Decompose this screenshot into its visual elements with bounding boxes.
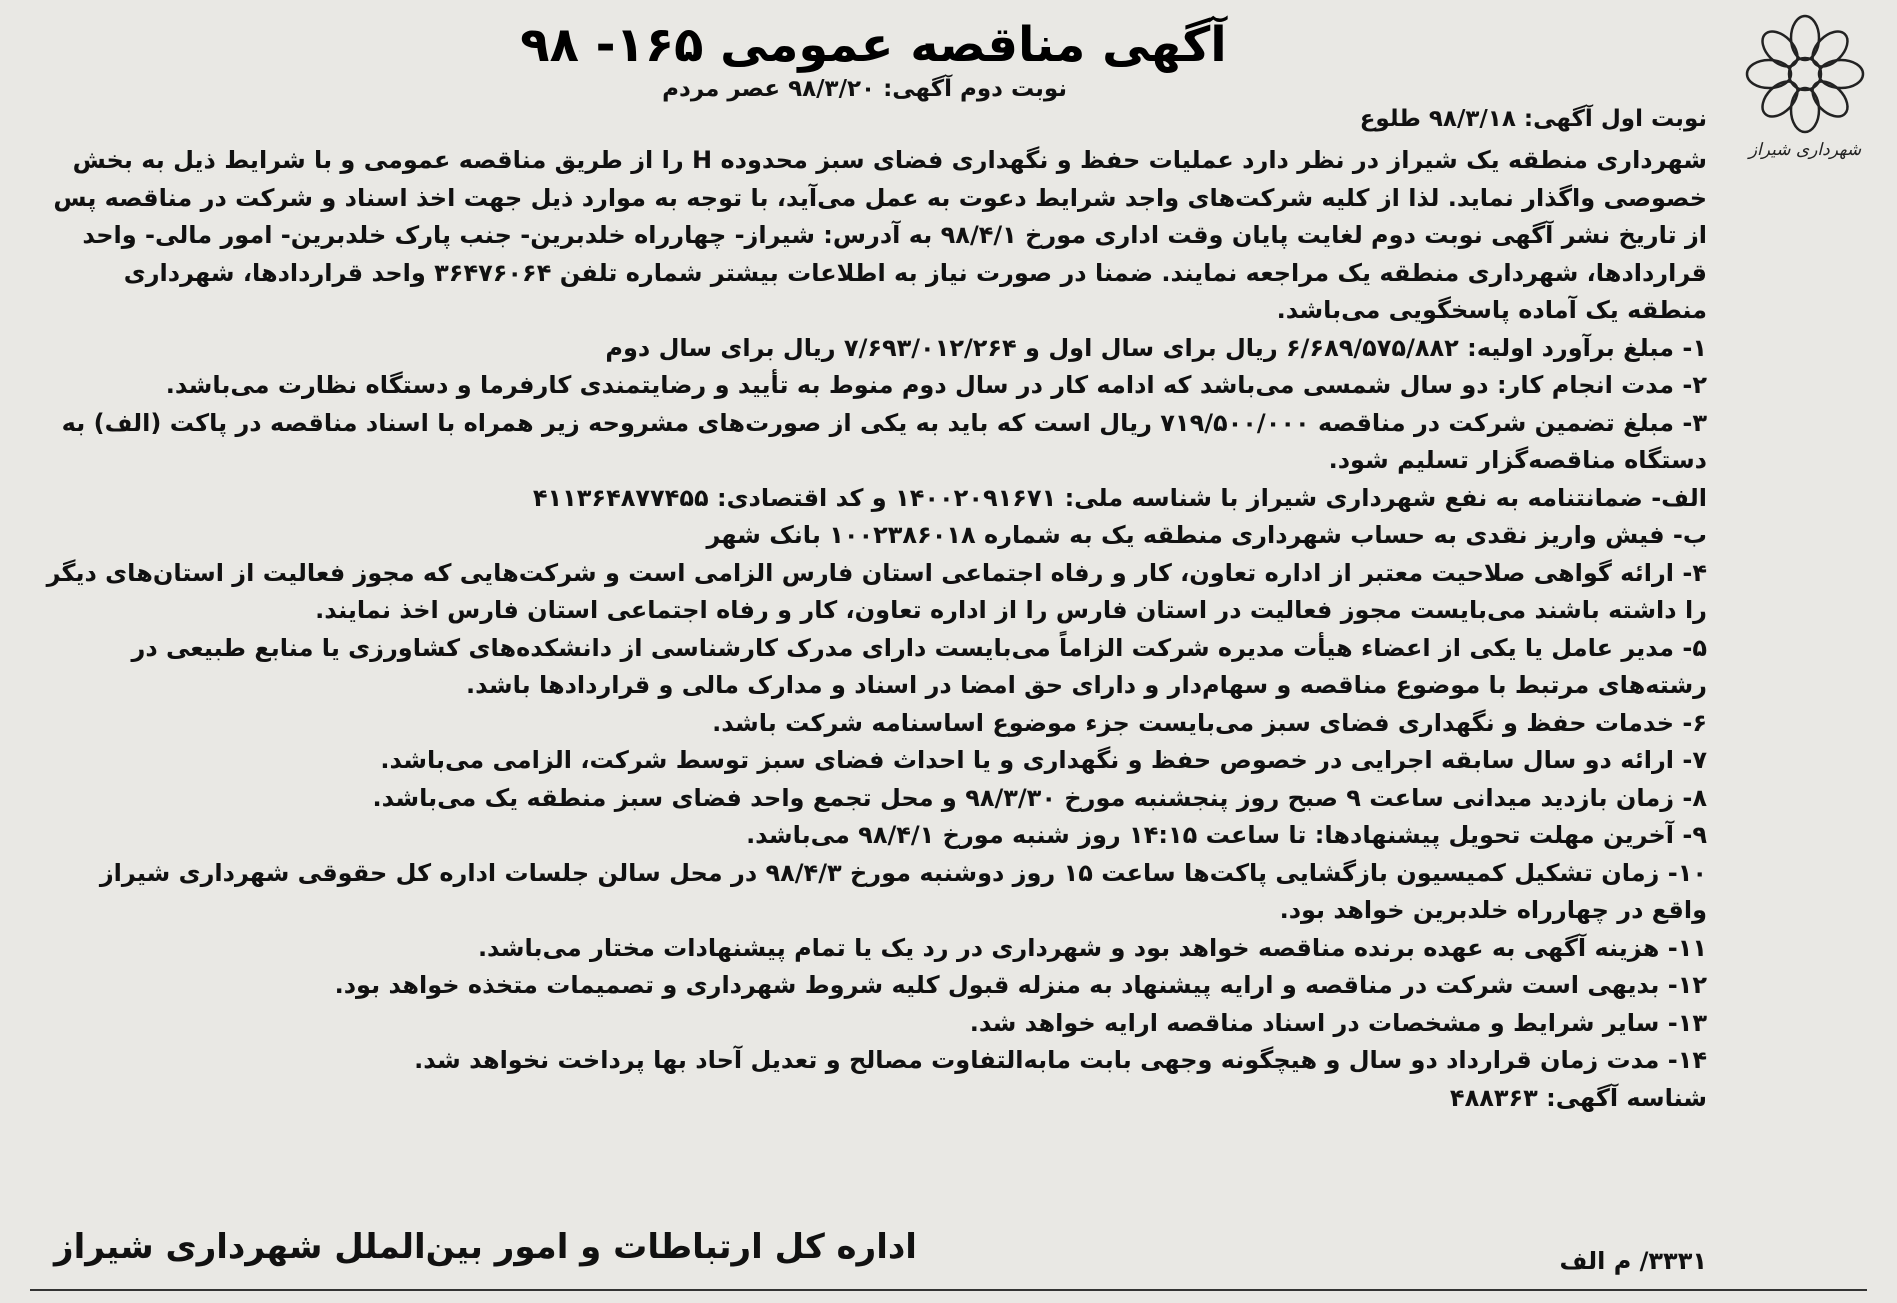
condition-item: ۱۱- هزینه آگهی به عهده برنده مناقصه خواهد بود و شهرداری در رد یک یا تمام پیشنهادات مختار می‌باشد. [477,933,1707,962]
condition-item: الف- ضمانتنامه به نفع شهرداری شیراز با شناسه ملی: ۱۴۰۰۲۰۹۱۶۷۱ و کد اقتصادی: ۴۱۱۳۶۴۸۷۷۴۵۵ [532,483,1707,512]
condition-item: ۲- مدت انجام کار: دو سال شمسی می‌باشد که ادامه کار در سال دوم منوط به تأیید و رضایتمندی کارفرما و دستگاه نظارت می‌باشد. [165,371,1707,399]
second-publication-date: نوبت دوم آگهی: ۹۸/۳/۲۰ عصر مردم [662,76,1067,102]
bottom-divider [30,1289,1867,1291]
condition-item: ۳- مبلغ تضمین شرکت در مناقصه ۷۱۹/۵۰۰/۰۰۰ ریال است که باید به یکی از صورت‌های مشروحه زیر همراه با اسناد مناقصه در پاکت (الف) به دستگاه مناقصه‌گزار تسلیم شود. [61,408,1707,474]
first-publication-date: نوبت اول آگهی: ۹۸/۳/۱۸ طلوع [1359,106,1707,132]
issuing-office: اداره کل ارتباطات و امور بین‌الملل شهرداری شیراز [54,1227,917,1267]
condition-item: ۱۳- سایر شرایط و مشخصات در اسناد مناقصه ارایه خواهد شد. [969,1008,1707,1037]
condition-item: ۱۴- مدت زمان قرارداد دو سال و هیچگونه وجهی بابت مابه‌التفاوت مصالح و تعدیل آحاد بها پرداخت نخواهد شد. [414,1046,1707,1074]
condition-item: ۴- ارائه گواهی صلاحیت معتبر از اداره تعاون، کار و رفاه اجتماعی استان فارس الزامی است و شرکت‌هایی که مجوز فعالیت از استان‌های دیگر را داشته باشند می‌بایست مجوز فعالیت در استان فارس را از اداره تعاون، کار و رفاه اجتماعی استان فارس اخذ نمایند. [46,558,1707,624]
condition-item: ۶- خدمات حفظ و نگهداری فضای سبز می‌بایست جزء موضوع اساسنامه شرکت باشد. [712,708,1707,737]
notice-body [40,142,1707,1117]
condition-item: ۱- مبلغ برآورد اولیه: ۶/۶۸۹/۵۷۵/۸۸۲ ریال برای سال اول و ۷/۶۹۳/۰۱۲/۲۶۴ ریال برای سال دوم [605,333,1707,362]
condition-item: ۷- ارائه دو سال سابقه اجرایی در خصوص حفظ و نگهداری و یا احداث فضای سبز توسط شرکت، الزامی می‌باشد. [380,746,1707,774]
notice-intro: شهرداری منطقه یک شیراز در نظر دارد عملیات حفظ و نگهداری فضای سبز محدوده H را از طریق مناقصه عمومی و با شرایط ذیل به بخش خصوصی واگذار نماید. لذا از کلیه شرکت‌های واجد شرایط دعوت به عمل می‌آید، با توجه به موارد ذیل جهت اخذ اسناد و شرکت در مناقصه پس از تاریخ نشر آگهی نوبت دوم لغایت پایان وقت اداری مورخ ۹۸/۴/۱ به آدرس: شیراز- چهارراه خلدبرین- جنب پارک خلدبرین- امور مالی- واحد قراردادها، شهرداری منطقه یک مراجعه نمایند. ضمنا در صورت نیاز به اطلاعات بیشتر شماره تلفن ۳۶۴۷۶۰۶۴ واحد قراردادها، شهرداری منطقه یک آماده پاسخگویی می‌باشد. [53,146,1707,324]
condition-item: ۹- آخرین مهلت تحویل پیشنهادها: تا ساعت ۱۴:۱۵ روز شنبه مورخ ۹۸/۴/۱ می‌باشد. [746,821,1707,849]
conditions-list [40,330,1707,1080]
notice-title: آگهی مناقصه عمومی ۱۶۵- ۹۸ [520,17,1227,73]
logo-caption: شهرداری شیراز [1748,140,1862,160]
condition-item: ۱۲- بدیهی است شرکت در مناقصه و ارایه پیشنهاد به منزله قبول کلیه شروط شهرداری و تصمیمات متخذه خواهد بود. [334,971,1707,999]
condition-item: ۱۰- زمان تشکیل کمیسیون بازگشایی پاکت‌ها ساعت ۱۵ روز دوشنبه مورخ ۹۸/۴/۳ در محل سالن جلسات اداره کل حقوقی شهرداری شیراز واقع در چهارراه خلدبرین خواهد بود. [99,858,1707,924]
footer-code: ۳۳۳۱/ م الف [1559,1247,1707,1275]
condition-item: ب- فیش واریز نقدی به حساب شهرداری منطقه یک به شماره ۱۰۰۲۳۸۶۰۱۸ بانک شهر [706,521,1707,549]
ad-identifier: شناسه آگهی: ۴۸۸۳۶۳ [1449,1083,1707,1112]
condition-item: ۵- مدیر عامل یا یکی از اعضاء هیأت مدیره شرکت الزاماً می‌بایست دارای مدرک کارشناسی از دانشکده‌های کشاورزی یا منابع طبیعی در رشته‌های مرتبط با موضوع مناقصه و سهام‌دار و دارای حق امضا در اسناد و مدارک مالی و قراردادها باشد. [131,633,1707,699]
condition-item: ۸- زمان بازدید میدانی ساعت ۹ صبح روز پنجشنبه مورخ ۹۸/۳/۳۰ و محل تجمع واحد فضای سبز منطقه یک می‌باشد. [372,783,1707,812]
publication-turns [40,76,1857,142]
